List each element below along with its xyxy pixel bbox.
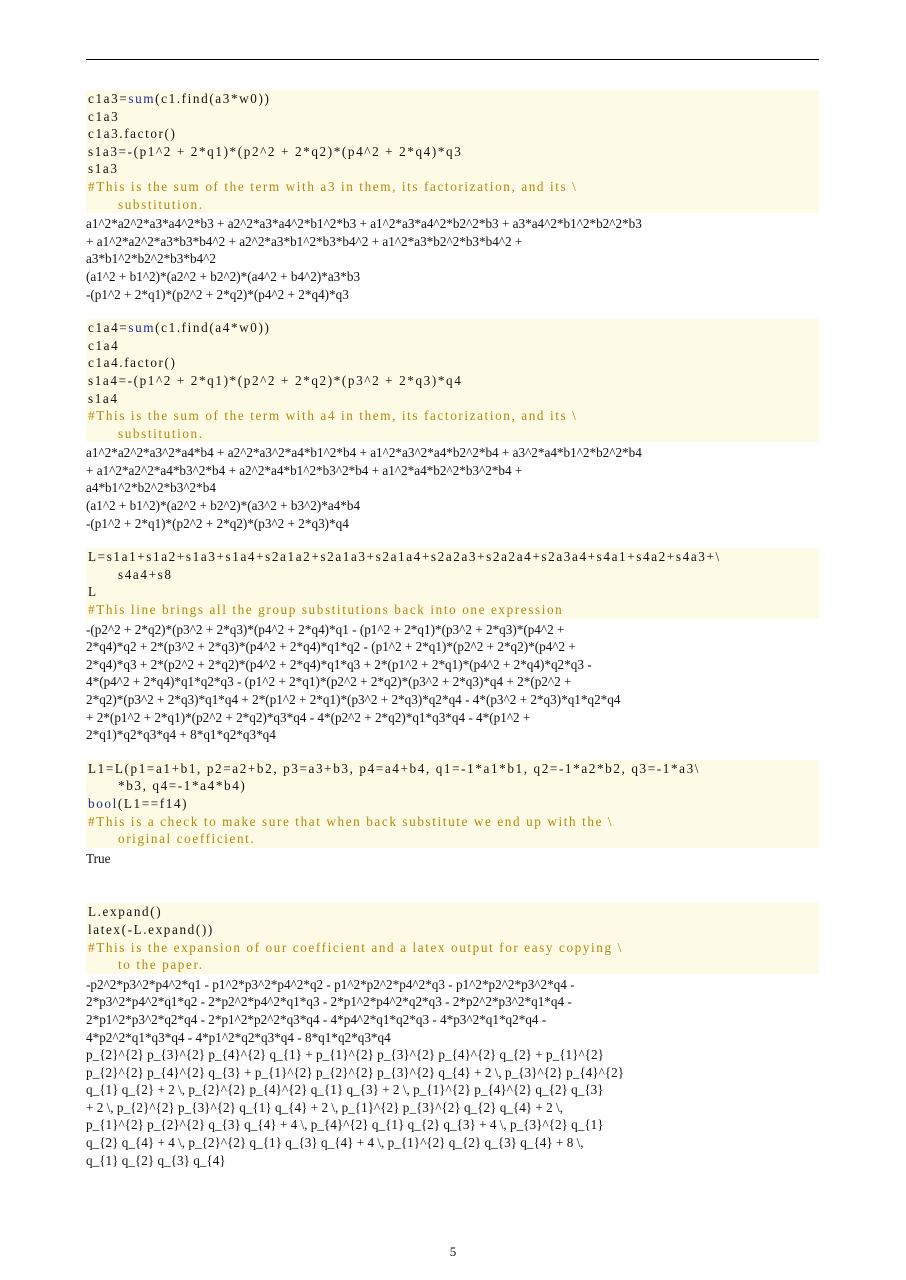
output-line: 2*p1^2*p3^2*q2*q4 - 2*p1^2*p2^2*q3*q4 - 4*p4^2*q1*q2*q3 - 4*p3^2*q1*q2*q4 - bbox=[86, 1011, 547, 1027]
code-line bbox=[88, 125, 817, 143]
code-comment-line bbox=[88, 196, 817, 214]
code-line bbox=[88, 160, 817, 178]
code-comment-line bbox=[88, 407, 817, 425]
code-output bbox=[86, 850, 819, 868]
code-text: s1a4=-(p1^2 + 2*q1)*(p2^2 + 2*q2)*(p3^2 + 2*q3)*q4 bbox=[88, 372, 463, 388]
code-line bbox=[88, 903, 817, 921]
code-cell bbox=[86, 903, 819, 1169]
code-text: c1a4 bbox=[88, 337, 120, 353]
comment-text: original coefficient. bbox=[118, 831, 256, 847]
output-line: 2*q4)*q2 + 2*(p3^2 + 2*q3)*(p4^2 + 2*q4)*q1*q2 - (p1^2 + 2*q1)*(p2^2 + 2*q2)*(p4^2 + bbox=[86, 639, 576, 655]
code-keyword: bool bbox=[88, 795, 118, 811]
code-text: (c1.find(a3*w0)) bbox=[155, 91, 271, 106]
output-line: -(p2^2 + 2*q2)*(p3^2 + 2*q3)*(p4^2 + 2*q4)*q1 - (p1^2 + 2*q1)*(p3^2 + 2*q3)*(p4^2 + bbox=[86, 621, 565, 637]
code-input bbox=[86, 319, 819, 442]
header-rule bbox=[86, 59, 819, 60]
code-text: s1a3=-(p1^2 + 2*q1)*(p2^2 + 2*q2)*(p4^2 + 2*q4)*q3 bbox=[88, 143, 463, 159]
code-input bbox=[86, 903, 819, 973]
code-text: (c1.find(a4*w0)) bbox=[155, 320, 271, 336]
code-text: *b3, q4=-1*a4*b4) bbox=[118, 778, 247, 794]
output-line: q_{1} q_{2} q_{3} q_{4} bbox=[86, 1152, 226, 1168]
comment-text: substitution. bbox=[118, 196, 204, 212]
code-cell bbox=[86, 90, 819, 303]
output-line: (a1^2 + b1^2)*(a2^2 + b2^2)*(a4^2 + b4^2)*a3*b3 bbox=[86, 268, 361, 284]
code-text: s4a4+s8 bbox=[118, 566, 173, 582]
output-line: + 2 \, p_{2}^{2} p_{3}^{2} q_{1} q_{4} + 2 \, p_{1}^{2} p_{3}^{2} q_{2} q_{4} + 2 \, bbox=[86, 1099, 564, 1115]
code-comment-line bbox=[88, 601, 817, 619]
code-text: c1a4= bbox=[88, 320, 129, 336]
output-line: p_{1}^{2} p_{2}^{2} q_{3} q_{4} + 4 \, p_{4}^{2} q_{1} q_{2} q_{3} + 4 \, p_{3}^{2} q_{1} bbox=[86, 1117, 604, 1133]
output-line: p_{2}^{2} p_{3}^{2} p_{4}^{2} q_{1} + p_{1}^{2} p_{3}^{2} p_{4}^{2} q_{2} + p_{1}^{2} bbox=[86, 1047, 604, 1063]
code-text: c1a4.factor() bbox=[88, 355, 177, 371]
code-input bbox=[86, 90, 819, 213]
code-text: L.expand() bbox=[88, 904, 163, 920]
code-cell bbox=[86, 548, 819, 744]
comment-text: #This is a check to make sure that when back substitute we end up with the \ bbox=[88, 813, 614, 829]
code-line bbox=[88, 354, 817, 372]
comment-text: #This line brings all the group substitutions back into one expression bbox=[88, 602, 564, 618]
output-line: q_{1} q_{2} + 2 \, p_{2}^{2} p_{4}^{2} q_{1} q_{3} + 2 \, p_{1}^{2} p_{4}^{2} q_{2} q_{3} bbox=[86, 1082, 604, 1098]
page-content bbox=[86, 90, 819, 1169]
code-line bbox=[88, 337, 817, 355]
output-line: 2*q2)*(p3^2 + 2*q3)*q1*q4 + 2*(p1^2 + 2*q1)*(p3^2 + 2*q3)*q2*q4 - 4*(p3^2 + 2*q3)*q1*q2*q4 bbox=[86, 692, 621, 707]
cell-spacer bbox=[86, 867, 819, 903]
code-line bbox=[88, 777, 817, 795]
output-line: a1^2*a2^2*a3^2*a4*b4 + a2^2*a3^2*a4*b1^2*b4 + a1^2*a3^2*a4*b2^2*b4 + a3^2*a4*b1^2*b2^2*b4 bbox=[86, 445, 642, 461]
code-line bbox=[88, 921, 817, 939]
code-comment-line bbox=[88, 939, 817, 957]
code-output bbox=[86, 215, 819, 303]
code-input bbox=[86, 548, 819, 618]
output-line: -p2^2*p3^2*p4^2*q1 - p1^2*p3^2*p4^2*q2 - p1^2*p2^2*p4^2*q3 - p1^2*p2^2*p3^2*q4 - bbox=[86, 976, 575, 992]
code-text: latex(-L.expand()) bbox=[88, 921, 214, 937]
code-line bbox=[88, 108, 817, 126]
output-line: + a1^2*a2^2*a3*b3*b4^2 + a2^2*a3*b1^2*b3*b4^2 + a1^2*a3*b2^2*b3*b4^2 + bbox=[86, 233, 523, 249]
output-line: p_{2}^{2} p_{4}^{2} q_{3} + p_{1}^{2} p_{2}^{2} p_{3}^{2} q_{4} + 2 \, p_{3}^{2} p_{4}^{2} bbox=[86, 1064, 625, 1080]
comment-text: #This is the expansion of our coefficient and a latex output for easy copying \ bbox=[88, 939, 623, 955]
code-text: L1=L(p1=a1+b1, p2=a2+b2, p3=a3+b3, p4=a4+b4, q1=-1*a1*b1, q2=-1*a2*b2, q3=-1*a3\ bbox=[88, 760, 701, 776]
output-line: -(p1^2 + 2*q1)*(p2^2 + 2*q2)*(p3^2 + 2*q3)*q4 bbox=[86, 515, 349, 531]
code-text: c1a3 bbox=[88, 108, 120, 124]
code-line bbox=[88, 548, 817, 566]
code-line bbox=[88, 390, 817, 408]
code-line bbox=[88, 90, 817, 108]
output-line: a3*b1^2*b2^2*b3*b4^2 bbox=[86, 251, 216, 267]
output-line: a4*b1^2*b2^2*b3^2*b4 bbox=[86, 480, 216, 496]
output-line: 2*q4)*q3 + 2*(p2^2 + 2*q2)*(p4^2 + 2*q4)*q1*q3 + 2*(p1^2 + 2*q1)*(p4^2 + 2*q4)*q2*q3 - bbox=[86, 656, 592, 672]
output-line: + a1^2*a2^2*a4*b3^2*b4 + a2^2*a4*b1^2*b3^2*b4 + a1^2*a4*b2^2*b3^2*b4 + bbox=[86, 462, 523, 478]
code-text: L=s1a1+s1a2+s1a3+s1a4+s2a1a2+s2a1a3+s2a1a4+s2a2a3+s2a2a4+s2a3a4+s4a1+s4a2+s4a3+\ bbox=[88, 549, 721, 565]
output-line: True bbox=[86, 850, 111, 866]
output-line: (a1^2 + b1^2)*(a2^2 + b2^2)*(a3^2 + b3^2)*a4*b4 bbox=[86, 498, 361, 514]
output-line: 4*p2^2*q1*q3*q4 - 4*p1^2*q2*q3*q4 - 8*q1*q2*q3*q4 bbox=[86, 1029, 391, 1045]
cell-spacer bbox=[86, 303, 819, 319]
code-line bbox=[88, 319, 817, 337]
code-text: c1a3.factor() bbox=[88, 126, 177, 142]
comment-text: #This is the sum of the term with a3 in them, its factorization, and its \ bbox=[88, 178, 578, 194]
code-text: c1a3= bbox=[88, 91, 129, 106]
output-line: -(p1^2 + 2*q1)*(p2^2 + 2*q2)*(p4^2 + 2*q4)*q3 bbox=[86, 286, 349, 302]
code-comment-line bbox=[88, 178, 817, 196]
output-line: a1^2*a2^2*a3*a4^2*b3 + a2^2*a3*a4^2*b1^2*b3 + a1^2*a3*a4^2*b2^2*b3 + a3*a4^2*b1^2*b2^2*b3 bbox=[86, 216, 642, 232]
code-output bbox=[86, 621, 819, 744]
output-line: 2*p3^2*p4^2*q1*q2 - 2*p2^2*p4^2*q1*q3 - 2*p1^2*p4^2*q2*q3 - 2*p2^2*p3^2*q1*q4 - bbox=[86, 994, 572, 1010]
code-comment-line bbox=[88, 425, 817, 443]
comment-text: to the paper. bbox=[118, 957, 204, 973]
code-keyword: sum bbox=[128, 320, 156, 336]
code-line bbox=[88, 583, 817, 601]
code-text: L bbox=[88, 584, 98, 600]
code-output bbox=[86, 444, 819, 532]
code-cell bbox=[86, 319, 819, 532]
code-line bbox=[88, 760, 817, 778]
code-output bbox=[86, 976, 819, 1170]
output-line: 4*(p4^2 + 2*q4)*q1*q2*q3 - (p1^2 + 2*q1)*(p2^2 + 2*q2)*(p3^2 + 2*q3)*q4 + 2*(p2^2 + bbox=[86, 674, 572, 690]
code-text: s1a4 bbox=[88, 390, 119, 406]
code-comment-line bbox=[88, 830, 817, 848]
output-line: 2*q1)*q2*q3*q4 + 8*q1*q2*q3*q4 bbox=[86, 727, 276, 743]
code-comment-line bbox=[88, 813, 817, 831]
code-text: (L1==f14) bbox=[117, 795, 189, 811]
output-line: + 2*(p1^2 + 2*q1)*(p2^2 + 2*q2)*q3*q4 - 4*(p2^2 + 2*q2)*q1*q3*q4 - 4*(p1^2 + bbox=[86, 709, 531, 725]
output-line: q_{2} q_{4} + 4 \, p_{2}^{2} q_{1} q_{3} q_{4} + 4 \, p_{1}^{2} q_{2} q_{3} q_{4} + 8 \, bbox=[86, 1135, 584, 1151]
comment-text: substitution. bbox=[118, 425, 204, 441]
cell-spacer bbox=[86, 532, 819, 548]
code-line bbox=[88, 795, 817, 813]
code-keyword: sum bbox=[128, 91, 156, 106]
code-text: s1a3 bbox=[88, 161, 119, 177]
code-line bbox=[88, 372, 817, 390]
code-input bbox=[86, 760, 819, 848]
code-cell bbox=[86, 760, 819, 868]
comment-text: #This is the sum of the term with a4 in them, its factorization, and its \ bbox=[88, 408, 578, 424]
code-line bbox=[88, 566, 817, 584]
cell-spacer bbox=[86, 744, 819, 760]
page-number: 5 bbox=[449, 1244, 457, 1259]
code-comment-line bbox=[88, 956, 817, 974]
code-line bbox=[88, 143, 817, 161]
